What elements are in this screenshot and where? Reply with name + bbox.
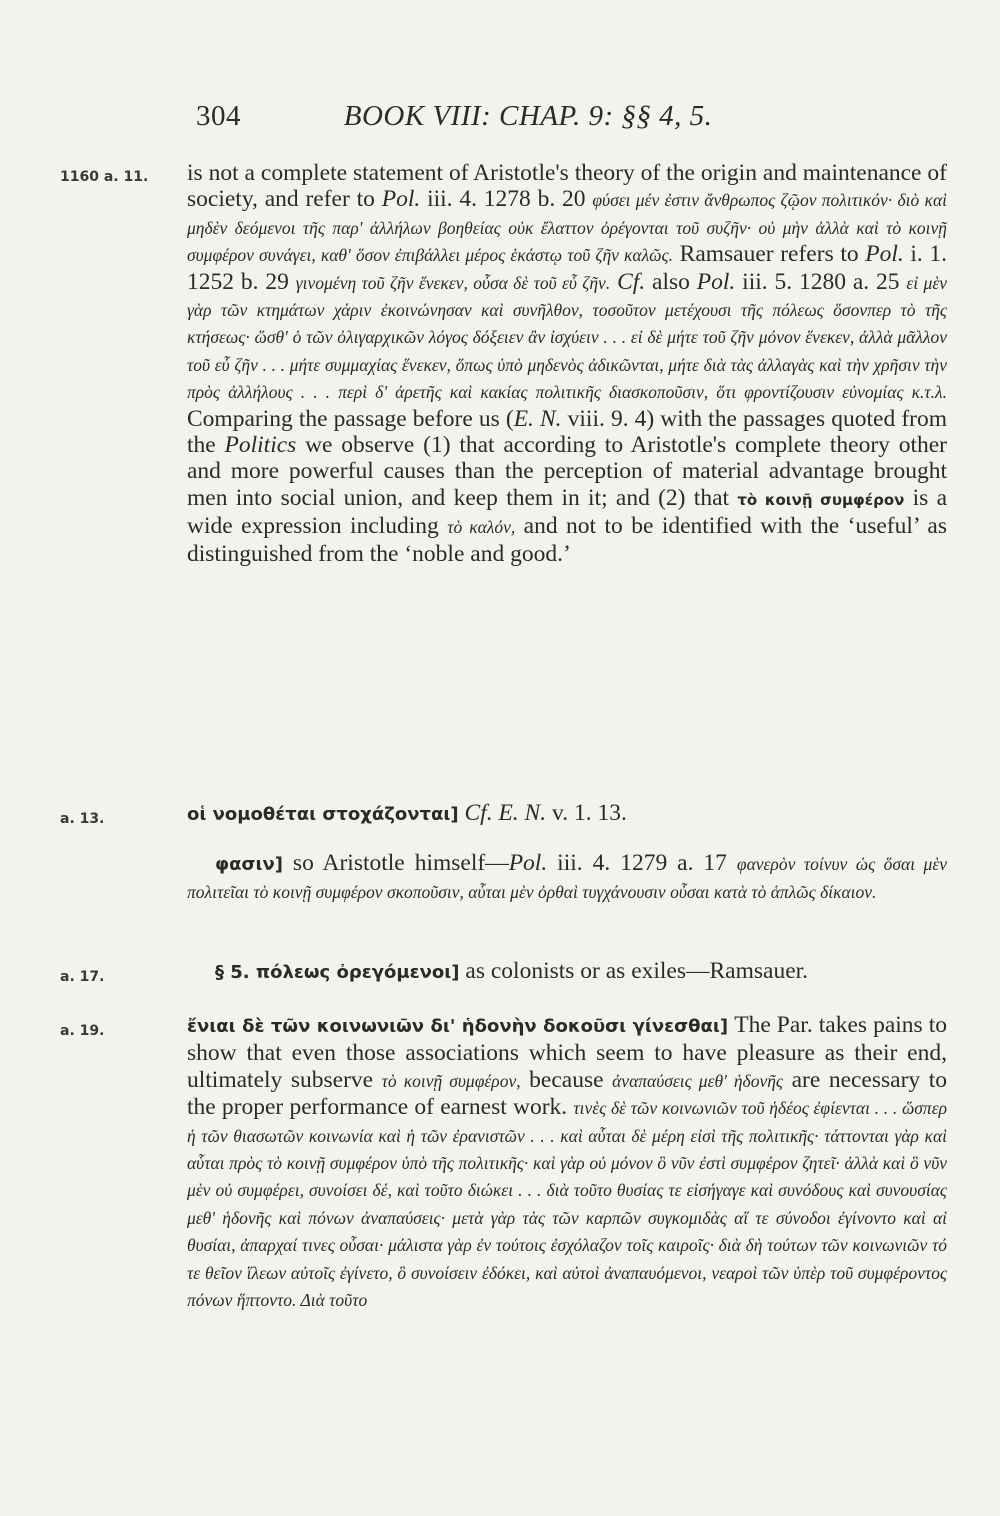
running-head xyxy=(196,100,836,133)
lemma: ἔνιαι δὲ τῶν κοινωνιῶν δι' ἡδονὴν δοκοῦσι γίνεσθαι] xyxy=(187,1016,729,1037)
line-reference: a. 17. xyxy=(60,969,105,985)
line-reference: a. 19. xyxy=(60,1023,105,1039)
text-run: also xyxy=(645,268,697,295)
text-run: iii. 5. 1280 a. 25 xyxy=(735,268,907,295)
citation-title: Pol. xyxy=(508,850,548,876)
note-text xyxy=(187,850,947,906)
greek-quotation: γινομένη τοῦ ζῆν ἕνεκεν, οὖσα δὲ τοῦ εὖ ζῆν. xyxy=(295,272,611,293)
cf-abbrev: Cf. xyxy=(610,268,646,295)
page-number: 304 xyxy=(196,100,241,132)
text-run: as colonists or as exiles—Ramsauer. xyxy=(459,958,809,984)
citation-title: Pol. xyxy=(696,268,736,295)
text-run: Comparing the passage before us ( xyxy=(187,405,514,432)
note-text xyxy=(187,1012,947,1313)
text-run: i. 1. 1252 b. 29 xyxy=(187,241,947,295)
greek-quotation: εἰ μὲν γὰρ τῶν κτημάτων χάριν ἐκοινώνησαν καὶ συνῆλθον, τοσοῦτον μετέχουσι τῆς πόλεως ὅσονπερ τὸ τῆς κτήσεως· ὥσθ' ὁ τῶν ὀλιγαρχικῶν λόγος δόξειεν ἂν ἰσχύειν . . . εἰ δὲ μήτε τοῦ ζῆν μόνον ἕνεκεν, ἀλλὰ μᾶλλον τοῦ εὖ ζῆν . . . μήτε συμμαχίας ἕνεκεν, ὅπως ὑπὸ μηδενὸς ἀδικῶνται, μήτε διὰ τὰς ἀλλαγὰς καὶ τὴν χρῆσιν τὴν πρὸς ἀλλήλους . . . περὶ δ' ἀρετῆς καὶ κακίας πολιτικῆς διασκοποῦσιν, ὅτι φροντίζουσιν εὐνομίας κ.τ.λ. xyxy=(187,272,947,403)
cf-abbrev: Cf. E. N. xyxy=(458,800,547,826)
text-run: we observe (1) that according to Aristotle's complete theory other and more powerful causes than the perception of material advantage brought men into social union, and keep them in it; and (2) that xyxy=(187,432,947,511)
text-run: are necessary to the proper performance of earnest work. xyxy=(187,1066,948,1121)
text-run: Ramsauer refers to xyxy=(673,241,866,268)
text-run: so Aristotle himself— xyxy=(282,850,509,876)
text-run: iii. 4. 1278 b. 20 xyxy=(420,186,593,213)
text-run: The Par. takes pains to show that even those associations which seem to have pleasure as their end, ultimately subserve xyxy=(187,1012,948,1093)
text-run: is a wide expression including xyxy=(187,484,948,540)
greek-quotation: φανερὸν τοίνυν ὡς ὅσαι μὲν πολιτεῖαι τὸ κοινῇ συμφέρον σκοποῦσιν, αὗται μὲν ὀρθαὶ τυγχάνουσιν οὖσαι κατὰ τὸ ἁπλῶς δίκαιον. xyxy=(187,854,947,903)
greek-phrase: ἀναπαύσεις μεθ' ἡδονῆς xyxy=(612,1070,783,1091)
greek-quotation: φύσει μέν ἐστιν ἄνθρωπος ζῷον πολιτικόν· διὸ καὶ μηδὲν δεόμενοι τῆς παρ' ἀλλήλων βοηθείας οὐκ ἔλαττον ὀρέγονται τοῦ συζῆν· οὐ μὴν ἀλλὰ καὶ τὸ κοινῇ συμφέρον συνάγει, καθ' ὅσον ἐπιβάλλει μέρος ἑκάστῳ τοῦ ζῆν καλῶς. xyxy=(187,190,947,266)
running-title: BOOK VIII: CHAP. 9: §§ 4, 5. xyxy=(343,100,713,132)
text-run: viii. 9. 4) with the passages quoted from the xyxy=(187,405,948,459)
text-run: v. 1. 13. xyxy=(546,800,627,826)
line-reference: a. 13. xyxy=(60,811,105,827)
citation-title: E. N. xyxy=(513,405,562,432)
greek-phrase: τὸ κοινῇ συμφέρον xyxy=(737,490,905,509)
greek-phrase: τὸ κοινῇ συμφέρον, xyxy=(381,1070,521,1091)
greek-phrase: τὸ καλόν, xyxy=(447,517,516,538)
note-text xyxy=(187,958,947,986)
text-run: and not to be identified with the ‘useful’ as distinguished from the ‘noble and good.’ xyxy=(187,513,947,567)
lemma: φασιν] xyxy=(215,854,283,875)
text-run: is not a complete statement of Aristotle's theory of the origin and maintenance of society, and refer to xyxy=(187,160,947,213)
lemma: § 5. πόλεως ὀρεγόμενοι] xyxy=(215,962,460,983)
lemma: οἱ νομοθέται στοχάζονται] xyxy=(187,804,459,825)
line-reference: 1160 a. 11. xyxy=(60,169,149,185)
note-text xyxy=(187,160,947,567)
citation-title: Pol. xyxy=(381,186,421,213)
citation-title: Pol. xyxy=(865,241,904,268)
text-run: iii. 4. 1279 a. 17 xyxy=(547,850,737,876)
note-text xyxy=(187,800,947,828)
greek-quotation: τινὲς δὲ τῶν κοινωνιῶν τοῦ ἡδέος ἐφίενται . . . ὥσπερ ἡ τῶν θιασωτῶν κοινωνία καὶ ἡ τῶν ἐρανιστῶν . . . καὶ αὗται δὲ μέρη εἰσὶ τῆς πολιτικῆς· τάττονται γὰρ καὶ αὗται πρὸς τὸ κοινῇ συμφέρον ὑπὸ τῆς πολιτικῆς· καὶ γὰρ οὐ μόνον ὃ νῦν ἐστὶ συμφέρον ζητεῖ· ἀλλὰ καὶ ὃ νῦν μὲν οὐ συμφέρει, συνοίσει δέ, καὶ τοῦτο διώκει . . . διὰ τοῦτο θυσίας τε εἰσήγαγε καὶ συνόδους καὶ συνουσίας μεθ' ἡδονῆς καὶ πόνων ἀναπαύσεις· μετὰ γὰρ τὰς τῶν καρπῶν συγκομιδὰς αἵ τε σύνοδοι ἐγίνοντο καὶ αἱ θυσίαι, ἀπαρχαί τινες οὖσαι· μάλιστα γὰρ ἐν τούτοις ἐσχόλαζον τοῖς καιροῖς· διὰ δὴ τούτων τῶν κοινωνιῶν τό τε θεῖον ἵλεων αὐτοῖς ἐγίνετο, ὃ συνοίσειν ἐδόκει, καὶ αὐτοὶ ἀναπαυόμενοι, νεαροὶ τῶν ὑπὲρ τοῦ συμφέροντος πόνων ἥπτοντο. Διὰ τοῦτο xyxy=(187,1098,947,1311)
text-run: because xyxy=(520,1066,613,1093)
citation-title: Politics xyxy=(224,432,297,459)
